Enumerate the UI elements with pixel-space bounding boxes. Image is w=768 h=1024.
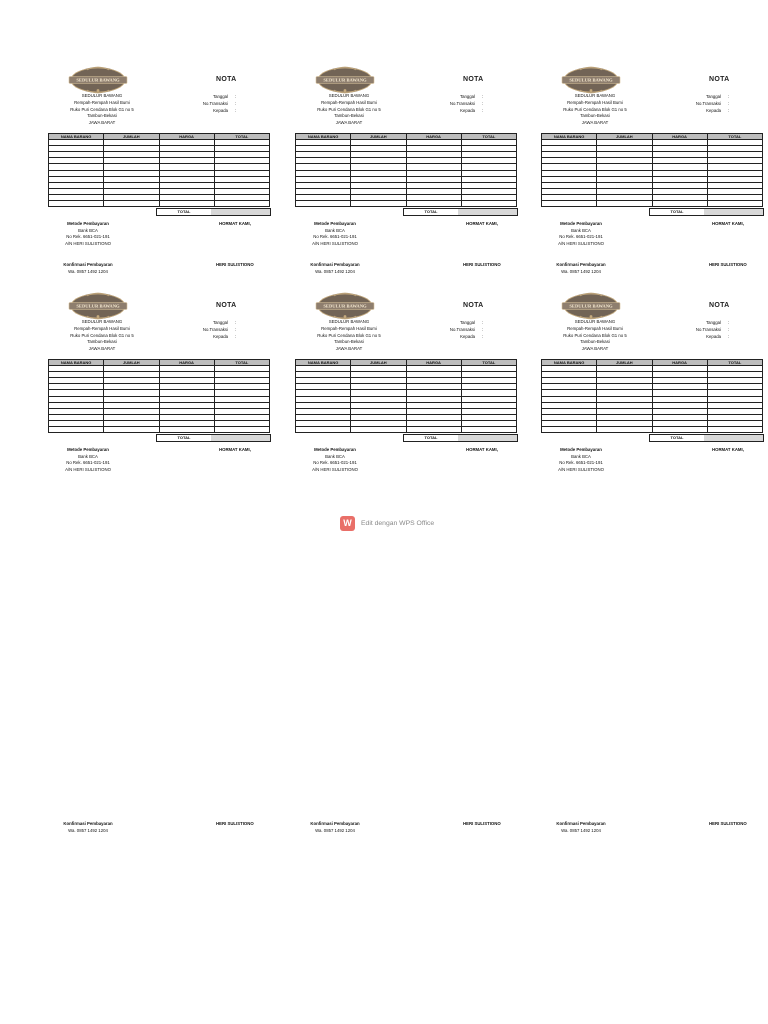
table-cell <box>406 427 461 433</box>
nota-title: NOTA <box>709 76 730 83</box>
colon: : <box>728 101 730 107</box>
signer-name: HERI SULISTIONO <box>463 262 501 267</box>
payment-confirmation <box>305 262 365 275</box>
table-cell <box>214 427 269 433</box>
colon: : <box>482 101 484 107</box>
table-row <box>296 201 517 207</box>
column-header-jumlah: JUMLAH <box>104 134 159 140</box>
table-cell <box>707 427 762 433</box>
nota-title: NOTA <box>463 76 484 83</box>
account-holder: A/N HERI SULISTIONO <box>558 240 604 246</box>
nota-title: NOTA <box>216 76 237 83</box>
svg-text:SEDULUR BAWANG: SEDULUR BAWANG <box>76 77 120 83</box>
table-cell <box>652 201 707 207</box>
total-label: TOTAL <box>424 435 438 440</box>
nota-title: NOTA <box>463 302 484 309</box>
column-header-harga: HARGA <box>406 134 461 140</box>
total-value-cell <box>458 435 517 441</box>
bank-name: Bank BCA <box>78 453 98 459</box>
payment-confirmation <box>305 821 365 834</box>
nota-title: NOTA <box>216 302 237 309</box>
payment-confirmation <box>551 821 611 834</box>
column-header-total: TOTAL <box>707 360 762 366</box>
tanggal-label: Tanggal <box>459 94 475 99</box>
hormat-kami: HORMAT KAMI, <box>712 447 744 452</box>
payment-method <box>551 221 611 247</box>
table-row <box>296 427 517 433</box>
table-row <box>542 427 763 433</box>
company-tagline: Rempah-Rempah Hasil Bumi <box>321 325 377 331</box>
invoice-nota <box>60 63 299 278</box>
colon: : <box>728 320 730 325</box>
wps-office-icon: W <box>340 516 355 531</box>
bank-name: Bank BCA <box>78 227 98 233</box>
company-city: Tambun-Bekasi <box>580 339 610 345</box>
account-holder: A/N HERI SULISTIONO <box>65 466 111 472</box>
company-name: SEDULUR BAWANG <box>81 93 123 98</box>
colon: : <box>728 108 730 114</box>
payment-method-title: Metode Pembayaran <box>560 221 602 226</box>
items-table <box>541 133 763 207</box>
sedulur-bawang-logo <box>314 289 376 323</box>
kepada-label: Kepada <box>706 334 721 340</box>
company-city: Tambun-Bekasi <box>580 113 610 119</box>
company-province: JAWA BARAT <box>88 346 116 352</box>
colon: : <box>728 334 730 340</box>
transaction-meta <box>681 93 768 115</box>
table-cell <box>159 427 214 433</box>
confirmation-phone: Wa. 0857 1492 1204 <box>68 827 108 833</box>
column-header-nama-barang: NAMA BARANG <box>296 360 351 366</box>
items-table <box>48 133 270 207</box>
table-cell <box>542 427 597 433</box>
svg-text:SEDULUR BAWANG: SEDULUR BAWANG <box>569 77 613 83</box>
bank-name: Bank BCA <box>325 453 345 459</box>
total-value-cell <box>704 209 763 215</box>
payment-confirmation <box>58 821 118 834</box>
column-header-harga: HARGA <box>652 360 707 366</box>
column-header-jumlah: JUMLAH <box>104 360 159 366</box>
no-transaksi-label: No.Transaksi <box>449 101 475 107</box>
column-header-nama-barang: NAMA BARANG <box>542 360 597 366</box>
tanggal-label: Tanggal <box>459 320 475 325</box>
account-number: No Rek. 6651-021-191 <box>559 234 603 240</box>
company-name: SEDULUR BAWANG <box>81 319 123 324</box>
payment-method-title: Metode Pembayaran <box>67 447 109 452</box>
no-transaksi-label: No.Transaksi <box>695 101 721 107</box>
table-cell <box>296 427 351 433</box>
grand-total <box>403 208 518 216</box>
company-province: JAWA BARAT <box>88 120 116 126</box>
hormat-kami: HORMAT KAMI, <box>466 221 498 226</box>
total-value-cell <box>458 209 517 215</box>
company-city: Tambun-Bekasi <box>334 339 364 345</box>
account-number: No Rek. 6651-021-191 <box>313 234 357 240</box>
company-info <box>62 93 142 127</box>
column-header-nama-barang: NAMA BARANG <box>296 134 351 140</box>
company-address: Ruko Puri Cendana Blok G1 no 5 <box>70 106 134 112</box>
colon: : <box>728 327 730 333</box>
table-cell <box>351 201 406 207</box>
table-cell <box>49 201 104 207</box>
colon: : <box>235 334 237 340</box>
company-address: Ruko Puri Cendana Blok G1 no 5 <box>317 332 381 338</box>
company-tagline: Rempah-Rempah Hasil Bumi <box>74 99 130 105</box>
colon: : <box>482 320 484 325</box>
column-header-harga: HARGA <box>652 134 707 140</box>
total-label: TOTAL <box>670 209 684 214</box>
transaction-meta <box>681 319 768 341</box>
company-info <box>309 319 389 353</box>
sedulur-bawang-logo <box>560 289 622 323</box>
company-province: JAWA BARAT <box>581 120 609 126</box>
account-holder: A/N HERI SULISTIONO <box>558 466 604 472</box>
account-number: No Rek. 6651-021-191 <box>559 460 603 466</box>
colon: : <box>482 94 484 99</box>
company-name: SEDULUR BAWANG <box>328 319 370 324</box>
confirmation-phone: Wa. 0857 1492 1204 <box>561 268 601 274</box>
company-info <box>555 319 635 353</box>
items-table <box>48 359 270 433</box>
signer-name: HERI SULISTIONO <box>709 821 747 826</box>
column-header-harga: HARGA <box>159 134 214 140</box>
transaction-meta <box>188 319 298 341</box>
no-transaksi-label: No.Transaksi <box>202 101 228 107</box>
company-info <box>309 93 389 127</box>
table-cell <box>351 427 406 433</box>
signer-name: HERI SULISTIONO <box>709 262 747 267</box>
table-cell <box>707 201 762 207</box>
bank-name: Bank BCA <box>325 227 345 233</box>
payment-method <box>305 447 365 473</box>
table-cell <box>104 201 159 207</box>
company-city: Tambun-Bekasi <box>87 339 117 345</box>
tanggal-label: Tanggal <box>212 94 228 99</box>
total-label: TOTAL <box>670 435 684 440</box>
payment-method <box>58 447 118 473</box>
company-address: Ruko Puri Cendana Blok G1 no 5 <box>70 332 134 338</box>
invoice-nota <box>553 289 768 833</box>
total-value-cell <box>211 435 270 441</box>
account-holder: A/N HERI SULISTIONO <box>312 240 358 246</box>
grand-total <box>403 434 518 442</box>
table-cell <box>406 201 461 207</box>
company-address: Ruko Puri Cendana Blok G1 no 5 <box>317 106 381 112</box>
column-header-total: TOTAL <box>707 134 762 140</box>
company-province: JAWA BARAT <box>335 346 363 352</box>
items-table <box>295 359 517 433</box>
colon: : <box>482 334 484 340</box>
transaction-meta <box>435 319 545 341</box>
column-header-nama-barang: NAMA BARANG <box>49 360 104 366</box>
grand-total <box>649 434 764 442</box>
hormat-kami: HORMAT KAMI, <box>712 221 744 226</box>
column-header-jumlah: JUMLAH <box>597 134 652 140</box>
grand-total <box>156 434 271 442</box>
colon: : <box>235 101 237 107</box>
company-tagline: Rempah-Rempah Hasil Bumi <box>74 325 130 331</box>
signer-name: HERI SULISTIONO <box>463 821 501 826</box>
items-table <box>295 133 517 207</box>
sedulur-bawang-logo <box>67 63 129 97</box>
account-number: No Rek. 6651-021-191 <box>66 234 110 240</box>
confirmation-phone: Wa. 0857 1492 1204 <box>315 827 355 833</box>
column-header-harga: HARGA <box>159 360 214 366</box>
hormat-kami: HORMAT KAMI, <box>466 447 498 452</box>
confirmation-phone: Wa. 0857 1492 1204 <box>315 268 355 274</box>
total-label: TOTAL <box>177 435 191 440</box>
hormat-kami: HORMAT KAMI, <box>219 447 251 452</box>
table-cell <box>542 201 597 207</box>
kepada-label: Kepada <box>213 108 228 114</box>
sedulur-bawang-logo <box>67 289 129 323</box>
company-name: SEDULUR BAWANG <box>574 319 616 324</box>
no-transaksi-label: No.Transaksi <box>202 327 228 333</box>
column-header-jumlah: JUMLAH <box>351 134 406 140</box>
wps-watermark[interactable] <box>340 516 434 531</box>
table-cell <box>597 201 652 207</box>
sedulur-bawang-logo <box>560 63 622 97</box>
colon: : <box>482 108 484 114</box>
confirmation-title: Konfirmasi Pembayaran <box>63 262 113 267</box>
invoice-nota <box>553 63 768 278</box>
tanggal-label: Tanggal <box>212 320 228 325</box>
table-cell <box>49 427 104 433</box>
colon: : <box>482 327 484 333</box>
confirmation-phone: Wa. 0857 1492 1204 <box>561 827 601 833</box>
table-cell <box>597 427 652 433</box>
column-header-total: TOTAL <box>214 134 269 140</box>
colon: : <box>728 94 730 99</box>
grand-total <box>156 208 271 216</box>
confirmation-title: Konfirmasi Pembayaran <box>310 821 360 826</box>
payment-method <box>305 221 365 247</box>
table-cell <box>652 427 707 433</box>
svg-text:SEDULUR BAWANG: SEDULUR BAWANG <box>76 303 120 309</box>
payment-method-title: Metode Pembayaran <box>314 447 356 452</box>
company-city: Tambun-Bekasi <box>334 113 364 119</box>
svg-text:SEDULUR BAWANG: SEDULUR BAWANG <box>323 303 367 309</box>
confirmation-title: Konfirmasi Pembayaran <box>310 262 360 267</box>
no-transaksi-label: No.Transaksi <box>449 327 475 333</box>
table-row <box>49 427 270 433</box>
account-number: No Rek. 6651-021-191 <box>66 460 110 466</box>
company-province: JAWA BARAT <box>581 346 609 352</box>
payment-method-title: Metode Pembayaran <box>67 221 109 226</box>
signer-name: HERI SULISTIONO <box>216 821 254 826</box>
colon: : <box>235 327 237 333</box>
wps-edit-link[interactable]: Edit dengan WPS Office <box>361 520 435 527</box>
sedulur-bawang-logo <box>314 63 376 97</box>
column-header-jumlah: JUMLAH <box>351 360 406 366</box>
colon: : <box>235 94 237 99</box>
no-transaksi-label: No.Transaksi <box>695 327 721 333</box>
account-holder: A/N HERI SULISTIONO <box>65 240 111 246</box>
account-number: No Rek. 6651-021-191 <box>313 460 357 466</box>
kepada-label: Kepada <box>706 108 721 114</box>
column-header-nama-barang: NAMA BARANG <box>49 134 104 140</box>
table-cell <box>296 201 351 207</box>
company-city: Tambun-Bekasi <box>87 113 117 119</box>
table-cell <box>214 201 269 207</box>
payment-method-title: Metode Pembayaran <box>560 447 602 452</box>
column-header-nama-barang: NAMA BARANG <box>542 134 597 140</box>
table-cell <box>461 427 516 433</box>
total-label: TOTAL <box>177 209 191 214</box>
invoice-nota <box>60 289 299 833</box>
payment-confirmation <box>58 262 118 275</box>
confirmation-phone: Wa. 0857 1492 1204 <box>68 268 108 274</box>
items-table <box>541 359 763 433</box>
total-label: TOTAL <box>424 209 438 214</box>
bank-name: Bank BCA <box>571 453 591 459</box>
column-header-total: TOTAL <box>461 134 516 140</box>
company-province: JAWA BARAT <box>335 120 363 126</box>
company-info <box>62 319 142 353</box>
kepada-label: Kepada <box>460 334 475 340</box>
table-row <box>49 201 270 207</box>
total-value-cell <box>704 435 763 441</box>
transaction-meta <box>188 93 298 115</box>
kepada-label: Kepada <box>460 108 475 114</box>
colon: : <box>235 108 237 114</box>
hormat-kami: HORMAT KAMI, <box>219 221 251 226</box>
payment-method <box>551 447 611 473</box>
company-address: Ruko Puri Cendana Blok G1 no 5 <box>563 106 627 112</box>
invoice-nota <box>307 63 546 278</box>
confirmation-title: Konfirmasi Pembayaran <box>63 821 113 826</box>
bank-name: Bank BCA <box>571 227 591 233</box>
company-info <box>555 93 635 127</box>
svg-text:SEDULUR BAWANG: SEDULUR BAWANG <box>323 77 367 83</box>
nota-title: NOTA <box>709 302 730 309</box>
company-tagline: Rempah-Rempah Hasil Bumi <box>567 325 623 331</box>
signer-name: HERI SULISTIONO <box>216 262 254 267</box>
grand-total <box>649 208 764 216</box>
kepada-label: Kepada <box>213 334 228 340</box>
column-header-total: TOTAL <box>461 360 516 366</box>
column-header-total: TOTAL <box>214 360 269 366</box>
tanggal-label: Tanggal <box>705 94 721 99</box>
svg-text:SEDULUR BAWANG: SEDULUR BAWANG <box>569 303 613 309</box>
payment-confirmation <box>551 262 611 275</box>
account-holder: A/N HERI SULISTIONO <box>312 466 358 472</box>
total-value-cell <box>211 209 270 215</box>
transaction-meta <box>435 93 545 115</box>
company-address: Ruko Puri Cendana Blok G1 no 5 <box>563 332 627 338</box>
tanggal-label: Tanggal <box>705 320 721 325</box>
company-tagline: Rempah-Rempah Hasil Bumi <box>567 99 623 105</box>
company-name: SEDULUR BAWANG <box>574 93 616 98</box>
payment-method-title: Metode Pembayaran <box>314 221 356 226</box>
payment-method <box>58 221 118 247</box>
table-row <box>542 201 763 207</box>
column-header-harga: HARGA <box>406 360 461 366</box>
table-cell <box>104 427 159 433</box>
confirmation-title: Konfirmasi Pembayaran <box>556 821 606 826</box>
company-name: SEDULUR BAWANG <box>328 93 370 98</box>
colon: : <box>235 320 237 325</box>
confirmation-title: Konfirmasi Pembayaran <box>556 262 606 267</box>
table-cell <box>159 201 214 207</box>
company-tagline: Rempah-Rempah Hasil Bumi <box>321 99 377 105</box>
column-header-jumlah: JUMLAH <box>597 360 652 366</box>
table-cell <box>461 201 516 207</box>
